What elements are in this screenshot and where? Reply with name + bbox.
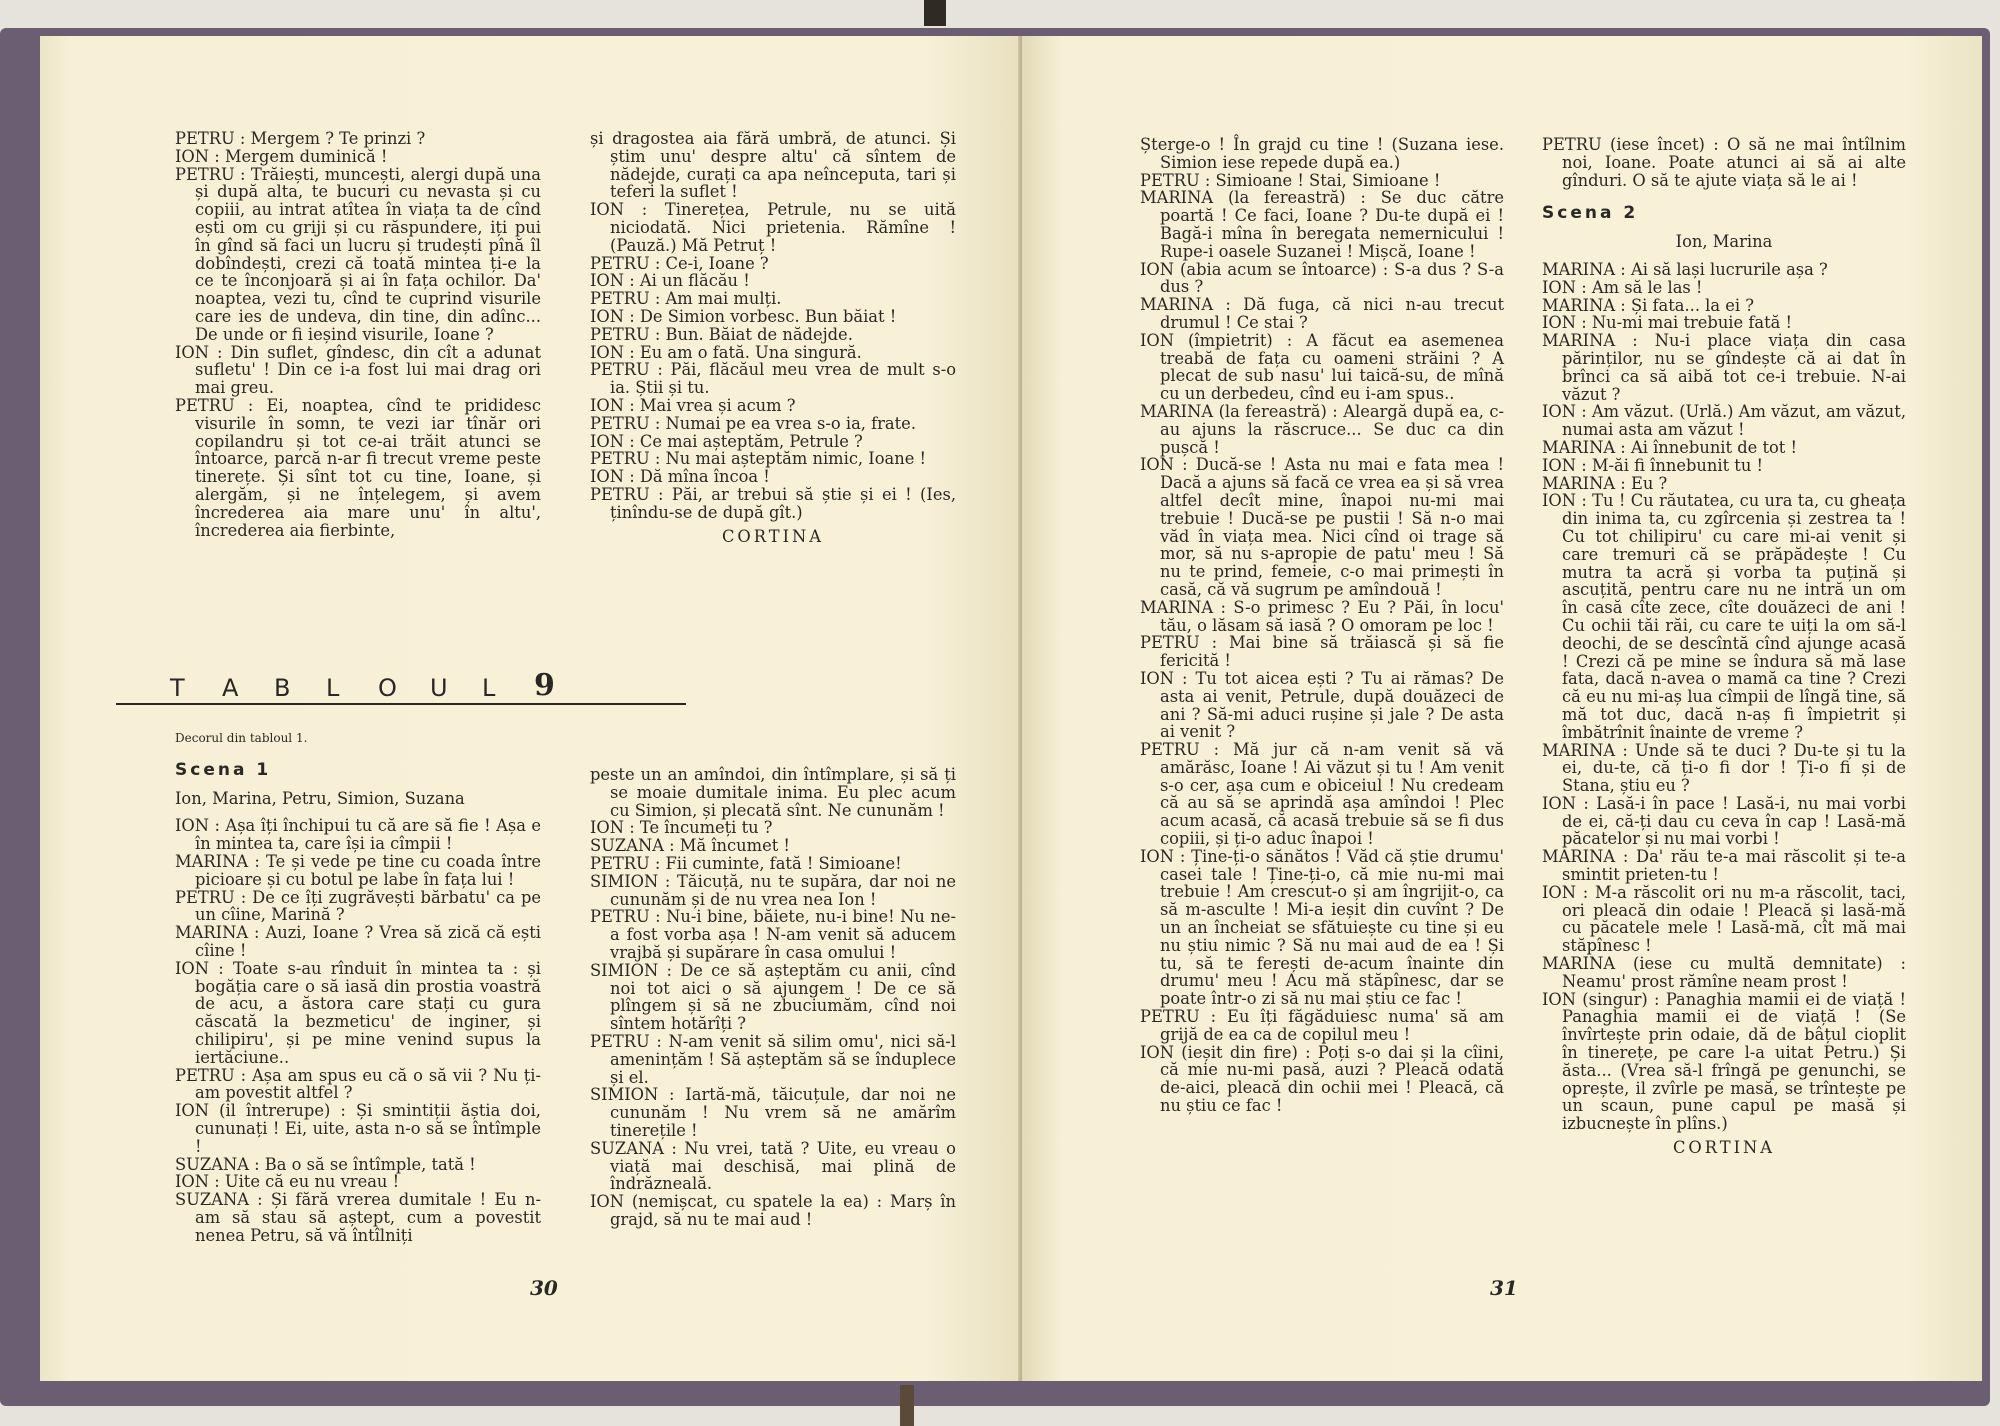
dialogue-line: ION : Mergem duminică ! [175, 146, 388, 166]
dialogue-line: PETRU : Păi, flăcăul meu vrea de mult s-o ia. Știi și tu. [590, 360, 956, 398]
tablou-letter: 9 [534, 668, 555, 703]
dialogue-line: ION : M-a răscolit ori nu m-a răscolit, taci, ori pleacă din odaie ! Pleacă și lasă-mă cu păcatele mele ! Lasă-mă, cît mă mai stăpînesc ! [1542, 882, 1906, 956]
dialogue-line: ION : M-ăi fi înnebunit tu ! [1542, 455, 1764, 475]
dialogue-line: SUZANA : Ba o să se întîmple, tată ! [175, 1154, 476, 1174]
dialogue-line: ION : Tu ! Cu răutatea, cu ura ta, cu gheața din inima ta, cu zgîrcenia și zestrea ta ! Cu tot chilipiru' cu care mi-ai venit și care tremuri că se prăpădește ! Cu mutra ta acră și vorba ta puțină și ascuțită, pentru care nu ne intră un om în casă cîte zece, cîte douăzeci de ani ! Cu ochii tăi răi, cu care te uiți la om să-l deochi, de se descîntă cînd ajunge acasă ! Crezi că pe mine se îndura să mă lase fata, dacă n-avea o mamă ca tine ? Crezi că eu nu mi-aș lua cîmpii de lîngă tine, să mă tot duc, dacă n-aș fi împietrit și îmbătrînit înainte de vreme ? [1542, 491, 1906, 742]
dialogue-line: PETRU : Mă jur că n-am venit să vă amărăsc, Ioane ! Ai văzut și tu ! Am venit s-o cer, așa cum e obiceiul ! Nu credeam că au să se aprindă așa amîndoi ! Plec acum acasă, că acasă trebuie să se fi dus copiii, și ți-o aduc înapoi ! [1140, 740, 1504, 849]
tablou-letter: A [222, 674, 239, 702]
dialogue-line: ION : Te încumeți tu ? [590, 818, 773, 838]
dialogue-line: MARINA : Ai să lași lucrurile așa ? [1542, 259, 1828, 279]
dialogue-line: SIMION : Tăicuță, nu te supăra, dar noi ne cununăm și de nu vrea nea Ion ! [590, 871, 956, 909]
dialogue-line: MARINA (la fereastră) : Aleargă după ea, c-au ajuns la răscruce... Se duc ca din pușcă ! [1140, 401, 1504, 457]
dialogue-line: MARINA (la fereastră) : Se duc către poartă ! Ce faci, Ioane ? Du-te după ei ! Bagă-i mîna în beregata nemernicului ! Rupe-i oasele Suzanei ! Mișcă, Ioane ! [1140, 188, 1504, 261]
dialogue-line: MARINA : Și fata... la ei ? [1542, 295, 1755, 315]
dialogue-line: ION : Am văzut. (Urlă.) Am văzut, am văzut, numai asta am văzut ! [1542, 402, 1906, 440]
dialogue-line: ION : Ce mai așteptăm, Petrule ? [590, 431, 863, 451]
dialogue-line: PETRU : Am mai mulți. [590, 289, 782, 309]
dialogue-line: MARINA : Eu ? [1542, 473, 1668, 493]
dialogue-line: SUZANA : Nu vrei, tată ? Uite, eu vreau o viață mai deschisă, mai plină de îndrăzneală. [590, 1138, 956, 1194]
dialogue-line: ION : Uite că eu nu vreau ! [175, 1172, 400, 1192]
dialogue-line: MARINA : Dă fuga, că nici n-au trecut drumul ! Ce stai ? [1140, 295, 1504, 332]
dialogue-line: ION (singur) : Panaghia mamii ei de viață ! Panaghia mamii ei de viață ! (Se învîrtește prin odaie, dă de bâțul cioplit în tinerețe, pe care l-a uitat Petru.) Și ăsta... (Vrea să-l frîngă pe genunchi, se oprește, il zvîrle pe masă, se trîntește pe un scaun, pune capul pe masă și izbucnește în plîns.) [1542, 989, 1906, 1134]
spine-top [924, 0, 946, 26]
dialogue-line: PETRU : Eu îți făgăduiesc numa' să am grijă de ea ca de copilul meu ! [1140, 1007, 1504, 1044]
dialogue-line: ION : Mai vrea și acum ? [590, 395, 796, 415]
tablou-letter: B [274, 674, 291, 702]
bookmark-ribbon [900, 1385, 914, 1426]
dialogue-line: SUZANA : Și fără vrerea dumitale ! Eu n-am să stau să aștept, cum a povestit nenea Petru, să vă întîlniți [175, 1190, 541, 1245]
cortina-left: CORTINA [721, 526, 825, 546]
dialogue-line: PETRU : Mai bine să trăiască și să fie fericită ! [1140, 633, 1504, 671]
dialogue-line: ION : Toate s-au rînduit în mintea ta : și bogăția care o să iasă din prostia voastră de acu, a ăstora care stați cu gura căscată la bezmeticu' de inginer, și chilipiru', și pe mine venind supus la iertăciune.. [175, 958, 541, 1067]
right-col1 [1140, 136, 1504, 1115]
scena-2-title: Scena 2 [1542, 203, 1639, 224]
dialogue-line: ION : Tinerețea, Petrule, nu se uită niciodată. Nici prietenia. Rămîne ! (Pauză.) Mă Petruț ! [590, 200, 956, 255]
dialogue-line: ION : Ține-ți-o sănătos ! Văd că știe drumu' casei tale ! Ține-ți-o, că mie nu-mi mai trebuie ! Am crescut-o și am îngrijit-o, ca să m-asculte ! Mi-a ieșit din cuvînt ? De un an încheiat se sfătuiește cu tine și eu nu știu nimic ? Să nu mai aud de ea ! Și tu, să te ferești de-acum înainte din drumu' meu ! Acu mă stăpînesc, dar se poate într-o zi să nu mai știu ce fac ! [1140, 846, 1504, 1009]
left-col1-bottom [175, 730, 541, 1245]
left-col1-top [175, 130, 541, 539]
page-number-right: 31 [1490, 1276, 1518, 1300]
dialogue-line: ION : Dă mîna încoa ! [590, 467, 770, 487]
dialogue-line: PETRU : De ce îți zugrăvești bărbatu' ca pe un cîine, Marină ? [175, 887, 541, 925]
cortina-right: CORTINA [1672, 1138, 1776, 1158]
left-page [40, 36, 1022, 1381]
dialogue-line: MARINA : S-o primesc ? Eu ? Păi, în locu' tău, o lăsam să iasă ? O omoram pe loc ! [1140, 597, 1504, 635]
scena-1-title: Scena 1 [175, 759, 272, 780]
dialogue-line: ION : Lasă-i în pace ! Lasă-i, nu mai vorbi de ei, că-ți dau cu ceva în cap ! Lasă-mă păcatelor și nu mai vorbi ! [1542, 793, 1906, 849]
right-page [1022, 36, 1982, 1381]
dialogue-line: ION : Ai un flăcău ! [590, 271, 750, 291]
dialogue-line: PETRU : Nu-i bine, băiete, nu-i bine! Nu ne-a fost vorba așa ! N-am venit să aducem vrajbă și supărare în casa omului ! [590, 907, 956, 962]
dialogue-line: SIMION : Iartă-mă, tăicuțule, dar noi ne cununăm ! Nu vrem să ne amărîm tinerețile ! [590, 1085, 956, 1140]
dialogue-line: MARINA : Ai înnebunit de tot ! [1542, 437, 1798, 457]
dialogue-line: ION : Eu am o fată. Una singură. [590, 342, 862, 362]
dialogue-line: PETRU : Ei, noaptea, cînd te prididesc visurile în somn, te vezi iar tînăr ori copilandru și tot ce-ai trăit atunci se întoarce, parcă n-ar fi trecut vreme peste tinerețe. Și sînt tot cu tine, Ioane, și alergăm, și ne înțelegem, și avem încrederea aia mare unu' în altu', încrederea aia fierbinte, [175, 395, 541, 540]
dialogue-line: SIMION : De ce să așteptăm cu anii, cînd noi tot aici o să ajungem ! De ce să plîngem și să ne zbuciumăm, cînd noi sîntem hotărîți ? [590, 960, 956, 1034]
dialogue-line: MARINA : Te și vede pe tine cu coada între picioare și cu botul pe labe în fața lui ! [175, 851, 541, 889]
tablou-letter: L [482, 674, 496, 702]
dialogue-line: PETRU : Fii cuminte, fată ! Simioane! [590, 853, 902, 873]
dialogue-line: PETRU : Ce-i, Ioane ? [590, 253, 769, 273]
tablou-letter: T [170, 674, 185, 702]
heading-rule [116, 703, 686, 705]
dialogue-line: ION (abia acum se întoarce) : S-a dus ? S-a dus ? [1140, 259, 1504, 297]
dialogue-line: ION : Ducă-se ! Asta nu mai e fata mea ! Dacă a ajuns să facă ce vrea ea și să vrea altfel decît mine, înapoi nu-mi mai trebuie ! Ducă-se pe pustii ! Să n-o mai văd în viața mea. Nici cînd oi trage să mor, să nu s-apropie de patu' meu ! Să nu te prind, femeie, c-o mai primești în casă, că vă sugrum pe amîndouă ! [1140, 455, 1504, 599]
dialogue-line: ION : Așa îți închipui tu că are să fie ! Așa e în mintea ta, care își ia cîmpii ! [175, 816, 541, 854]
dialogue-line: PETRU (iese încet) : O să ne mai întîlnim noi, Ioane. Poate atunci ai să ai alte gînduri. O să te ajute viața să le ai ! [1542, 135, 1906, 190]
dialogue-line: ION (împietrit) : A făcut ea asemenea treabă de fața cu oameni străini ? A plecat de sub nasu' lui taică-su, de mînă cu un derbedeu, cînd eu i-am spus.. [1140, 330, 1504, 404]
left-col2-bottom [590, 766, 956, 1229]
tablou-letter: O [378, 674, 397, 702]
dialogue-line: ION (ieșit din fire) : Poți s-o dai și la cîini, că mie nu-mi pasă, auzi ? Pleacă odată de-aici, pleacă din ochii mei ! Pleacă, că nu știu ce fac ! [1140, 1042, 1504, 1116]
dialogue-line: PETRU : Nu mai așteptăm nimic, Ioane ! [590, 449, 927, 469]
dialogue-line: MARINA : Auzi, Ioane ? Vrea să zică că ești cîine ! [175, 923, 541, 960]
cast-list-1: Ion, Marina, Petru, Simion, Suzana [175, 788, 465, 808]
decor-note: Decorul din tabloul 1. [175, 731, 308, 745]
dialogue-line: MARINA : Nu-i place viața din casa părinților, nu se gîndește că ai dat în brînci ca să aibă tot ce-i trebuie. N-ai văzut ? [1542, 331, 1906, 404]
dialogue-line: PETRU : Numai pe ea vrea s-o ia, frate. [590, 413, 916, 433]
dialogue-line: ION (il întrerupe) : Și smintiții ăștia doi, cununați ! Ei, uite, asta n-o să se întîmple ! [175, 1101, 541, 1156]
dialogue-line: ION : De Simion vorbesc. Bun băiat ! [590, 306, 897, 326]
dialogue-line: MARINA : Unde să te duci ? Du-te și tu la ei, du-te, că ți-o fi dor ! Ți-o fi și de Stana, știu eu ? [1542, 740, 1906, 796]
dialogue-line: PETRU : Așa am spus eu că o să vii ? Nu ți-am povestit altfel ? [175, 1065, 541, 1103]
dialogue-line: PETRU : Bun. Băiat de nădejde. [590, 324, 853, 344]
dialogue-line: ION : Din suflet, gîndesc, din cît a adunat sufletu' ! Din ce i-a fost lui mai drag ori mai greu. [175, 342, 541, 398]
dialogue-line: PETRU : Mergem ? Te prinzi ? [175, 129, 426, 148]
dialogue-line: PETRU : Simioane ! Stai, Simioane ! [1140, 170, 1441, 190]
dialogue-line: Șterge-o ! În grajd cu tine ! (Suzana iese. Simion iese repede după ea.) [1140, 135, 1504, 172]
dialogue-line: PETRU : Păi, ar trebui să știe și ei ! (Ies, ținîndu-se de după gît.) [590, 484, 956, 522]
cast-list-2: Ion, Marina [1675, 232, 1773, 252]
dialogue-line: peste un an amîndoi, din întîmplare, și să ți se moaie dumitale inima. Eu plec acum cu Simion, și plecată sînt. Ne cununăm ! [590, 765, 956, 820]
dialogue-line: ION : Tu tot aicea ești ? Tu ai rămas? De asta ai venit, Petrule, după douăzeci de ani ? Să-mi aduci rușine și jale ? De asta ai venit ? [1140, 668, 1504, 742]
dialogue-line: și dragostea aia fără umbră, de atunci. Și știm unu' despre altu' că sîntem de nădejde, curați ca apa neînceputa, tari și teferi la suflet ! [590, 129, 956, 202]
dialogue-line: PETRU : Trăiești, muncești, alergi după una și după alta, te bucuri cu nevasta și cu copiii, au intrat atîtea în viața ta de cînd ești om cu griji și cu răspundere, iți pui în gînd să faci un lucru și trudești pînă îl dobîndești, crezi că toată mintea ți-e la ce te înconjoară și ai în fața ochilor. Da' noaptea, vezi tu, cînd te cuprind visurile care ies de undeva, din tine, din adînc... De unde or fi ieșind visurile, Ioane ? [175, 164, 541, 344]
tablou-letter: U [430, 674, 448, 702]
dialogue-line: MARINA : Da' rău te-a mai răscolit și te-a smintit prieten-tu ! [1542, 847, 1906, 885]
page-number-left: 30 [530, 1276, 558, 1300]
dialogue-line: PETRU : N-am venit să silim omu', nici să-l amenințăm ! Să așteptăm să se înduplece și el. [590, 1031, 956, 1087]
tablou-letter: L [326, 674, 340, 702]
left-col2-top [590, 130, 956, 545]
dialogue-line: ION (nemișcat, cu spatele la ea) : Marș în grajd, să nu te mai aud ! [590, 1192, 956, 1229]
dialogue-line: ION : Am să le las ! [1542, 277, 1703, 297]
dialogue-line: MARINA (iese cu multă demnitate) : Neamu' prost rămîne neam prost ! [1542, 954, 1906, 991]
dialogue-line: SUZANA : Mă încumet ! [590, 836, 790, 856]
dialogue-line: ION : Nu-mi mai trebuie fată ! [1542, 313, 1793, 333]
right-col2 [1542, 136, 1906, 1157]
